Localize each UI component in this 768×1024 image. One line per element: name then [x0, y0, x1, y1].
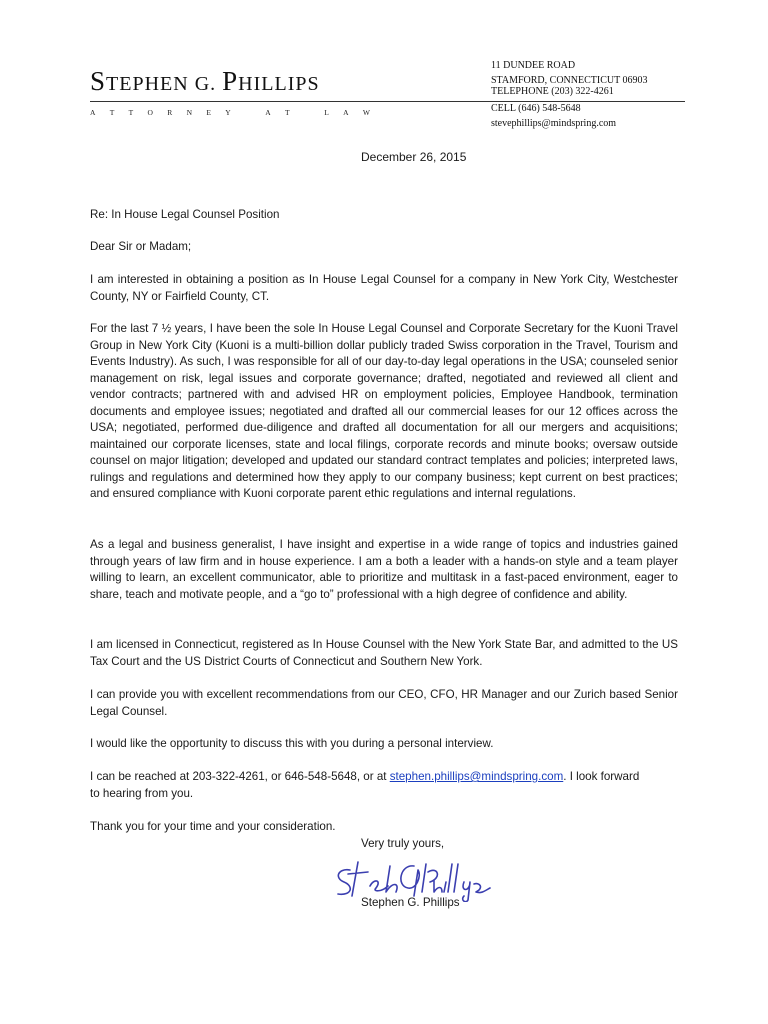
- paragraph: As a legal and business generalist, I have insight and expertise in a wide range of topics and industries gained through years of law firm and in house experience. I am a both a leader with a hands-on style and a team player willing to learn, an excellent communicator, able to prioritize and multitask in a fast-paced environment, eager to share, teach and motivate people, and a “go to” professional with a high degree of confidence and ability.: [90, 538, 678, 601]
- letter-date: December 26, 2015: [361, 150, 467, 164]
- paragraph: I would like the opportunity to discuss this with you during a personal interview.: [90, 737, 494, 750]
- paragraph: I am interested in obtaining a position as In House Legal Counsel for a company in New York City, Westchester County, NY or Fairfield County, CT.: [90, 273, 678, 303]
- handwritten-signature: [330, 852, 500, 902]
- letterhead-address: 11 DUNDEE ROAD STAMFORD, CONNECTICUT 06903 TELEPHONE (203) 322-4261: [491, 60, 648, 97]
- contact-paragraph: I can be reached at 203-322-4261, or 646-548-5648, or at stephen.phillips@mindspring.com. I look forward: [90, 770, 640, 783]
- letterhead-contact: CELL (646) 548-5648 stevephillips@mindspring.com: [491, 103, 617, 129]
- paragraph: I am licensed in Connecticut, registered as In House Counsel with the New York State Bar, and admitted to the US Tax Court and the US District Courts of Connecticut and Southern New York.: [90, 638, 678, 668]
- paragraph: For the last 7 ½ years, I have been the sole In House Legal Counsel and Corporate Secretary for the Kuoni Travel Group in New York City (Kuoni is a multi-billion dollar publicly traded Swiss corporation in the Travel, Tourism and Events Industry). As such, I was responsible for all of our day-to-day legal operations in the USA; counseled senior management on risk, legal issues and corporate governance; drafted, negotiated and reviewed all client and vendor contracts; partnered with and advised HR on employment policies, Employee Handbook, termination documents and employee issues; negotiated and drafted all our commercial leases for our 12 offices across the USA; negotiated, performed due-diligence and drafted all documentation for all our mergers and acquisitions; maintained our corporate licenses, state and local filings, corporate records and minute books; oversaw outside counsel on major litigation; developed and updated our standard contract templates and policies; interpreted laws, rulings and regulations and determined how they apply to our company business; kept current on best practices; and ensured compliance with Kuoni corporate parent ethic regulations and internal regulations.: [90, 322, 678, 500]
- letterhead-name: STEPHEN G. PHILLIPS: [90, 66, 320, 96]
- salutation: Dear Sir or Madam;: [90, 240, 192, 253]
- paragraph: I can provide you with excellent recommendations from our CEO, CFO, HR Manager and our Zurich based Senior Legal Counsel.: [90, 688, 678, 718]
- signature-text: Stephen G. Phillips: [330, 852, 339, 853]
- signer-name: Stephen G. Phillips: [361, 896, 460, 909]
- contact-paragraph-line2: to hearing from you.: [90, 787, 194, 800]
- subject-line: Re: In House Legal Counsel Position: [90, 208, 280, 221]
- thanks-line: Thank you for your time and your consideration.: [90, 820, 336, 833]
- email-link[interactable]: stephen.phillips@mindspring.com: [389, 770, 564, 783]
- closing: Very truly yours,: [361, 837, 445, 850]
- letterhead-tagline: A T T O R N E Y A T L A W: [90, 108, 370, 117]
